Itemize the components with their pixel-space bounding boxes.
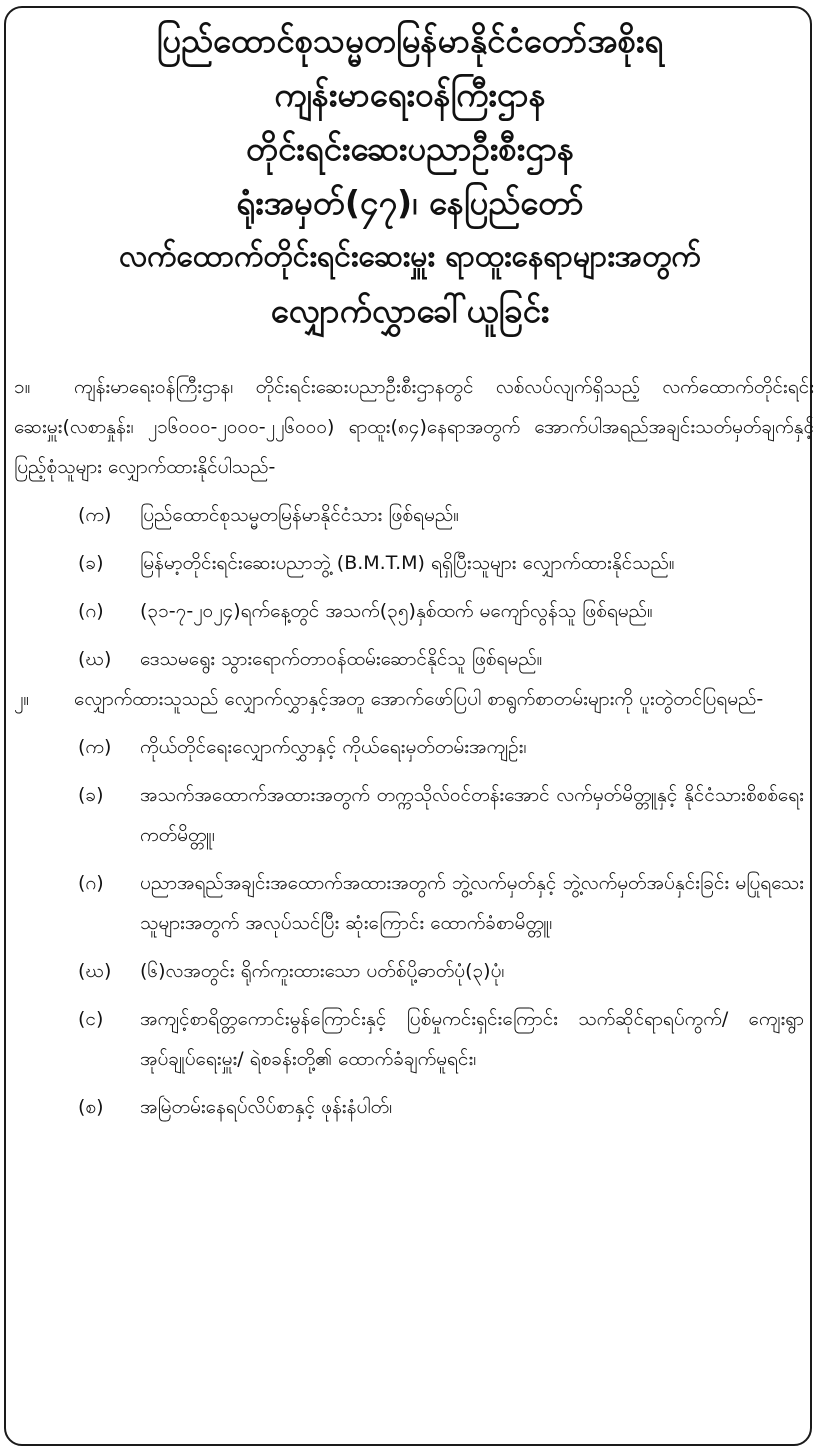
section-1-item-mark: (က) <box>78 504 112 526</box>
section-2-item-mark: (စ) <box>78 1096 104 1118</box>
header-line-ministry: ကျန်းမာရေးဝန်ကြီးဌာန <box>274 75 546 114</box>
section-1-text: ကျန်းမာရေးဝန်ကြီးဌာန၊ တိုင်းရင်းဆေးပညာဦးစီးဌာနတွင် လစ်လပ်လျက်ရှိသည့် လက်ထောက်တိုင်းရင်းဆေးမှူး(လစာနှုန်း၊ ၂၁၆၀၀၀-၂၀၀၀-၂၂၆၀၀၀) ရာထူး(၈၄)နေရာအတွက် အောက်ပါအရည်အချင်းသတ်မှတ်ချက်နှင့် ပြည့်စုံသူများ လျှောက်ထားနိုင်ပါသည်- <box>14 376 814 478</box>
header-line-position: လက်ထောက်တိုင်းရင်းဆေးမှူး ရာထူးနေရာများအတွက် <box>119 239 701 274</box>
announcement-body <box>14 367 814 1127</box>
section-2-text: လျှောက်ထားသူသည် လျှောက်လွှာနှင့်အတူ အောက်ဖော်ပြပါ စာရွက်စာတမ်းများကို ပူးတွဲတင်ပြရမည်- <box>74 688 764 710</box>
section-1-item <box>78 495 814 535</box>
section-1-item-mark: (ဂ) <box>78 600 104 622</box>
section-2-item-text: အမြဲတမ်းနေရပ်လိပ်စာနှင့် ဖုန်းနံပါတ်၊ <box>140 1096 393 1118</box>
header-line-government: ပြည်ထောင်စုသမ္မတမြန်မာနိုင်ငံတော်အစိုးရ <box>156 21 664 60</box>
section-2-item <box>78 863 814 943</box>
section-2-item <box>78 775 814 855</box>
section-1-paragraph <box>14 367 814 487</box>
section-2-item-text: အသက်အထောက်အထားအတွက် တက္ကသိုလ်ဝင်တန်းအောင် လက်မှတ်မိတ္တူနှင့် နိုင်ငံသားစိစစ်ရေးကတ်မိတ္တူ၊ <box>140 784 804 846</box>
section-1-item <box>78 639 814 679</box>
announcement-header <box>10 14 810 338</box>
header-line-title: လျှောက်လွှာခေါ်ယူခြင်း <box>270 291 550 330</box>
section-2-item-mark: (ခ) <box>78 784 104 806</box>
header-line-department: တိုင်းရင်းဆေးပညာဦးစီးဌာန <box>245 129 575 168</box>
section-2-item <box>78 727 814 767</box>
section-1-item-text: ဒေသမရွေး သွားရောက်တာဝန်ထမ်းဆောင်နိုင်သူ ဖြစ်ရမည်။ <box>140 648 543 670</box>
section-2-item-mark: (င) <box>78 1008 104 1030</box>
section-2-item-text: အကျင့်စာရိတ္တကောင်းမွန်ကြောင်းနှင့် ပြစ်မှုကင်းရှင်းကြောင်း သက်ဆိုင်ရာရပ်ကွက်/ ကျေးရွာအုပ်ချုပ်ရေးမှူး/ ရဲစခန်းတို့၏ ထောက်ခံချက်မူရင်း၊ <box>140 1008 804 1070</box>
section-2-item-mark: (က) <box>78 736 112 758</box>
section-2-item-text: ပညာအရည်အချင်းအထောက်အထားအတွက် ဘွဲ့လက်မှတ်နှင့် ဘွဲ့လက်မှတ်အပ်နှင်းခြင်း မပြုရသေးသူများအတွက် အလုပ်သင်ပြီး ဆုံးကြောင်း ထောက်ခံစာမိတ္တူ၊ <box>140 872 804 934</box>
section-2-item <box>78 1087 814 1127</box>
header-line-office: ရုံးအမှတ်(၄၇)၊ နေပြည်တော် <box>236 183 584 222</box>
section-2-item-mark: (ဂ) <box>78 872 104 894</box>
section-2-item <box>78 999 814 1079</box>
section-1-item <box>78 591 814 631</box>
section-1-item-text: မြန်မာ့တိုင်းရင်းဆေးပညာဘွဲ့ (B.M.T.M) ရရှိပြီးသူများ လျှောက်ထားနိုင်သည်။ <box>140 552 675 574</box>
section-2-item <box>78 951 814 991</box>
section-1-number: ၁။ <box>14 376 31 398</box>
section-2-paragraph <box>14 679 814 719</box>
section-1-item-text: ပြည်ထောင်စုသမ္မတမြန်မာနိုင်ငံသား ဖြစ်ရမည်။ <box>140 504 459 526</box>
section-2-item-text: (၆)လအတွင်း ရိုက်ကူးထားသော ပတ်စ်ပို့ဓာတ်ပုံ(၃)ပုံ၊ <box>140 960 505 982</box>
section-2-number: ၂။ <box>14 688 30 710</box>
section-1-item-text: (၃၁-၇-၂၀၂၄)ရက်နေ့တွင် အသက်(၃၅)နှစ်ထက် မကျော်လွန်သူ ဖြစ်ရမည်။ <box>140 600 653 622</box>
section-1-item-mark: (ဃ) <box>78 648 112 670</box>
section-1-item <box>78 543 814 583</box>
section-2-item-mark: (ဃ) <box>78 960 112 982</box>
section-1-item-mark: (ခ) <box>78 552 104 574</box>
section-2-item-text: ကိုယ်တိုင်ရေးလျှောက်လွှာနှင့် ကိုယ်ရေးမှတ်တမ်းအကျဉ်း၊ <box>140 736 527 758</box>
